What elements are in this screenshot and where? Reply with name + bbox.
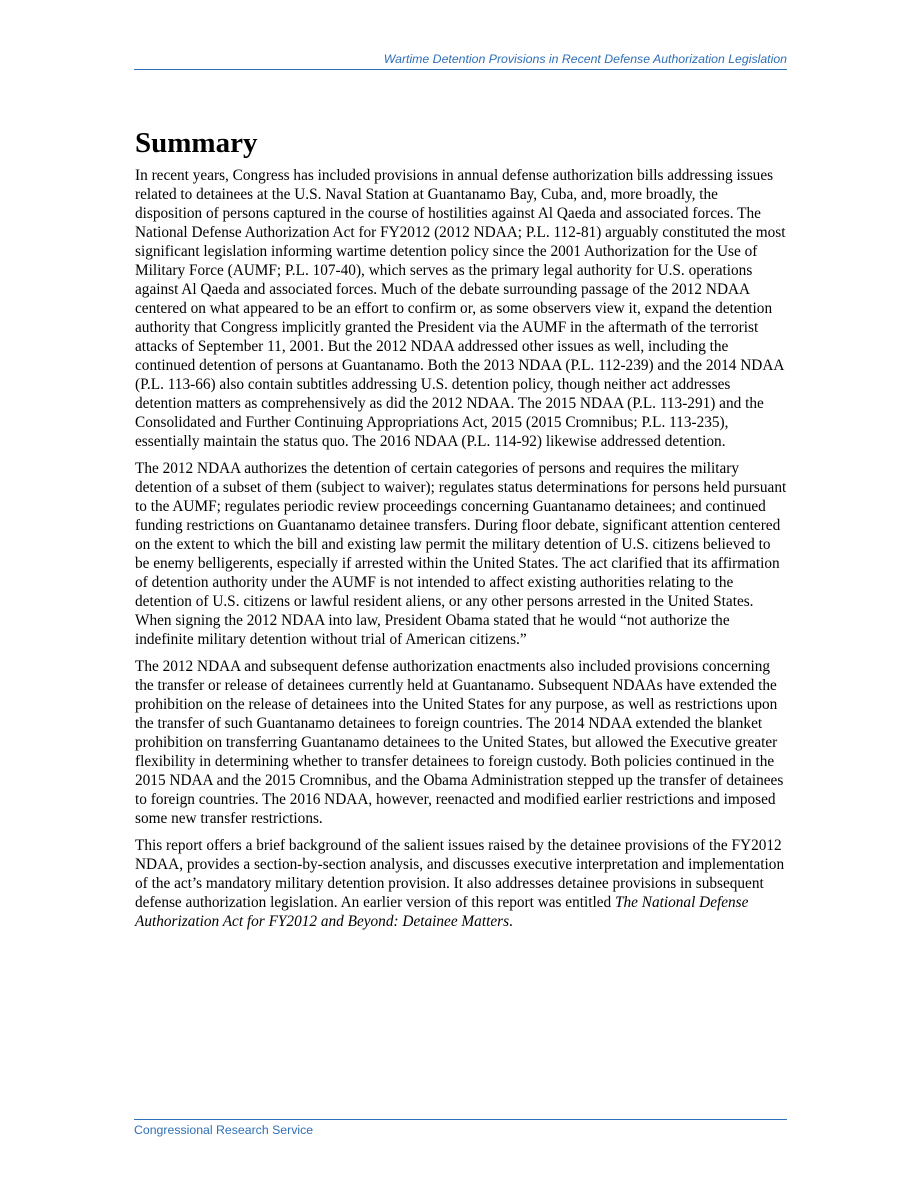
paragraph-4-end: . bbox=[509, 913, 513, 930]
running-header: Wartime Detention Provisions in Recent Defense Authorization Legislation bbox=[134, 52, 787, 70]
paragraph-2: The 2012 NDAA authorizes the detention of certain categories of persons and requires the military detention of a subset of them (subject to waiver); regulates status determinations for persons held pursuant to the AUMF; regulates periodic review proceedings concerning Guantanamo detainees; and continued funding restrictions on Guantanamo detainee transfers. During floor debate, significant attention centered on the extent to which the bill and existing law permit the military detention of U.S. citizens believed to be enemy belligerents, especially if arrested within the United States. The act clarified that its affirmation of detention authority under the AUMF is not intended to affect existing authorities relating to the detention of U.S. citizens or lawful resident aliens, or any other persons arrested in the United States. When signing the 2012 NDAA into law, President Obama stated that he would “not authorize the indefinite military detention without trial of American citizens.” bbox=[135, 460, 787, 648]
paragraph-4 bbox=[135, 836, 787, 931]
section-heading: Summary bbox=[135, 127, 258, 159]
footer-publisher: Congressional Research Service bbox=[134, 1119, 787, 1138]
prior-report-title: The National Defense Authorization Act for FY2012 and Beyond: Detainee Matters bbox=[135, 894, 749, 930]
paragraph-4-text: This report offers a brief background of the salient issues raised by the detainee provisions of the FY2012 NDAA, provides a section-by-section analysis, and discusses executive interpretation and implementation of the act’s mandatory military detention provision. It also addresses detainee provisions in subsequent defense authorization legislation. An earlier version of this report was entitled bbox=[135, 837, 785, 911]
paragraph-1: In recent years, Congress has included provisions in annual defense authorization bills addressing issues related to detainees at the U.S. Naval Station at Guantanamo Bay, Cuba, and, more broadly, the disposition of persons captured in the course of hostilities against Al Qaeda and associated forces. The National Defense Authorization Act for FY2012 (2012 NDAA; P.L. 112-81) arguably constituted the most significant legislation informing wartime detention policy since the 2001 Authorization for the Use of Military Force (AUMF; P.L. 107-40), which serves as the primary legal authority for U.S. operations against Al Qaeda and associated forces. Much of the debate surrounding passage of the 2012 NDAA centered on what appeared to be an effort to confirm or, as some observers view it, expand the detention authority that Congress implicitly granted the President via the AUMF in the aftermath of the terrorist attacks of September 11, 2001. But the 2012 NDAA addressed other issues as well, including the continued detention of persons at Guantanamo. Both the 2013 NDAA (P.L. 112-239) and the 2014 NDAA (P.L. 113-66) also contain subtitles addressing U.S. detention policy, though neither act addresses detention matters as comprehensively as did the 2012 NDAA. The 2015 NDAA (P.L. 113-291) and the Consolidated and Further Continuing Appropriations Act, 2015 (2015 Cromnibus; P.L. 113-235), essentially maintain the status quo. The 2016 NDAA (P.L. 114-92) likewise addressed detention. bbox=[135, 167, 786, 450]
summary-section bbox=[135, 126, 787, 939]
paragraph-3: The 2012 NDAA and subsequent defense authorization enactments also included provisions concerning the transfer or release of detainees currently held at Guantanamo. Subsequent NDAAs have extended the prohibition on the release of detainees into the United States for any purpose, as well as restrictions upon the transfer of such Guantanamo detainees to foreign countries. The 2014 NDAA extended the blanket prohibition on transferring Guantanamo detainees to the United States, but allowed the Executive greater flexibility in determining whether to transfer detainees to foreign custody. Both policies continued in the 2015 NDAA and the 2015 Cromnibus, and the Obama Administration stepped up the transfer of detainees to foreign countries. The 2016 NDAA, however, reenacted and modified earlier restrictions and imposed some new transfer restrictions. bbox=[135, 658, 784, 827]
